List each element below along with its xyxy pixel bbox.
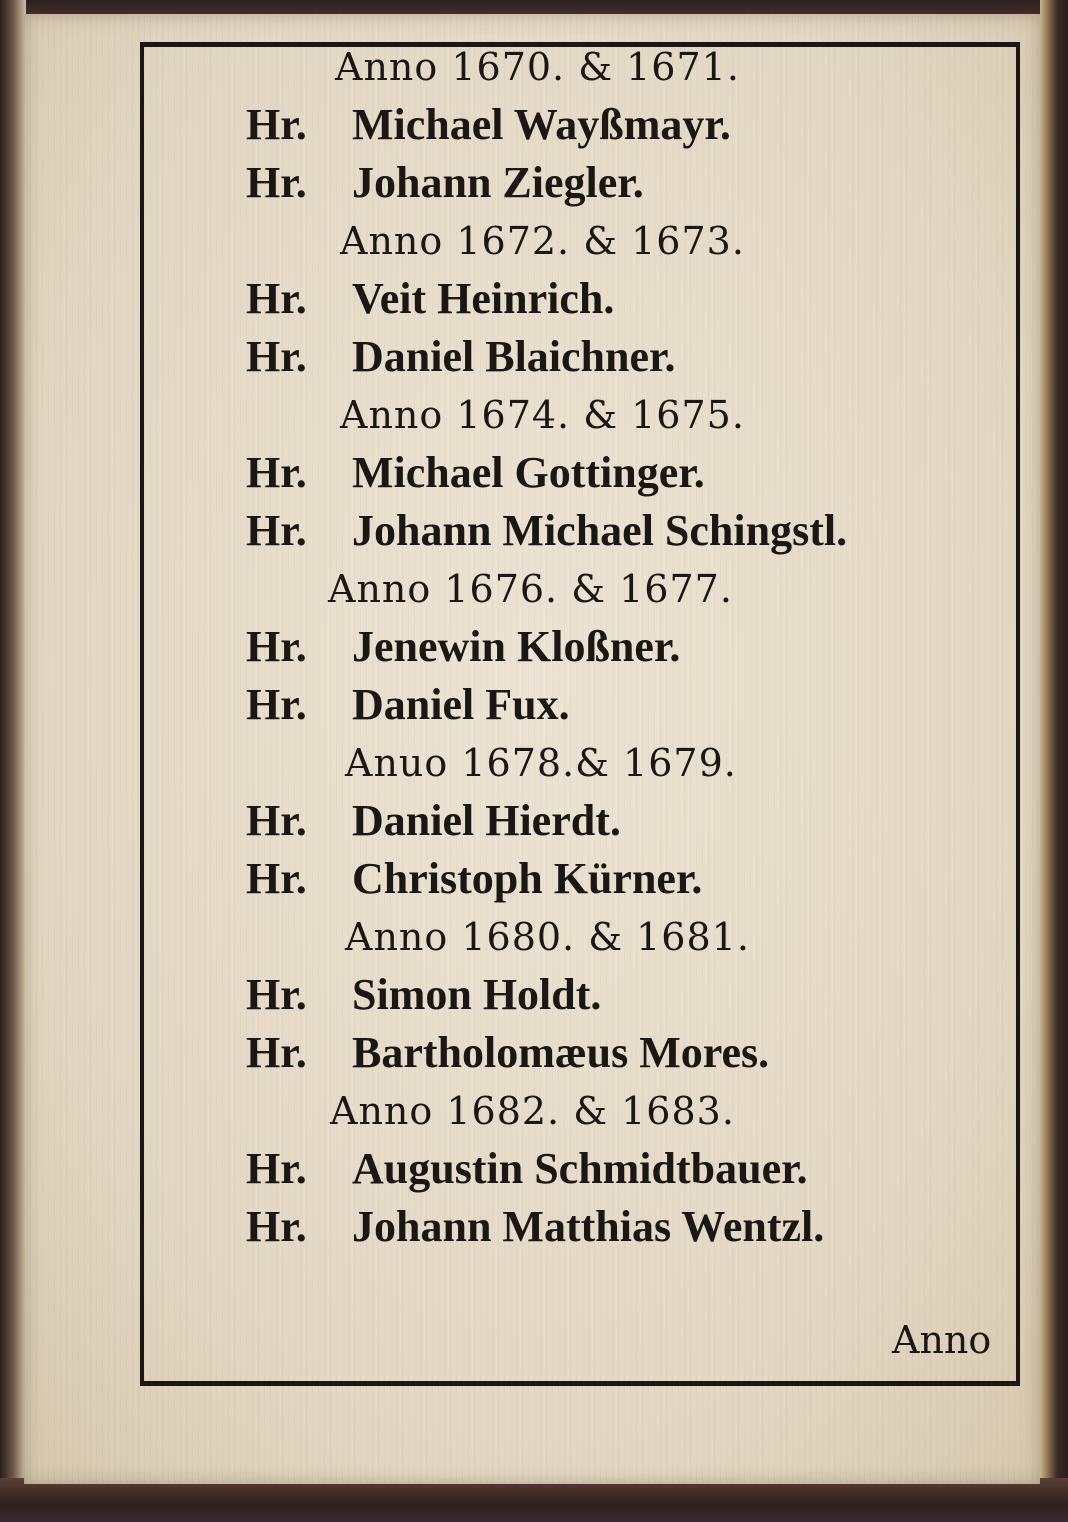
entry-title: Hr. [246,970,307,1019]
book-edge-left [0,0,26,1522]
register-entry [140,328,1000,386]
entry-name: Jenewin Kloßner. [352,622,681,671]
year-heading: Anuo 1678.& 1679. [345,741,737,785]
catchword: Anno [892,1318,992,1362]
year-heading: Anno 1674. & 1675. [340,393,745,437]
register-entry [140,1024,1000,1082]
year-section [140,212,1000,386]
entry-title: Hr. [246,448,307,497]
entry-title: Hr. [246,1028,307,1077]
register-entry [140,1140,1000,1198]
year-section [140,734,1000,908]
register-entry [140,96,1000,154]
year-section [140,386,1000,560]
register-entry [140,444,1000,502]
register-list [140,38,1000,1256]
entry-title: Hr. [246,680,307,729]
entry-title: Hr. [246,1202,307,1251]
entry-title: Hr. [246,158,307,207]
register-entry [140,618,1000,676]
year-heading: Anno 1676. & 1677. [328,567,733,611]
entry-name: Johann Ziegler. [352,158,644,207]
entry-name: Simon Holdt. [352,970,602,1019]
entry-title: Hr. [246,506,307,555]
year-section [140,1082,1000,1256]
register-entry [140,676,1000,734]
entry-name: Michael Wayßmayr. [352,100,731,149]
register-entry [140,154,1000,212]
entry-name: Bartholomæus Mores. [352,1028,770,1077]
register-entry [140,270,1000,328]
year-heading: Anno 1682. & 1683. [330,1089,735,1133]
year-section [140,908,1000,1082]
entry-name: Daniel Blaichner. [352,332,676,381]
year-heading: Anno 1670. & 1671. [335,45,740,89]
entry-name: Veit Heinrich. [352,274,615,323]
entry-name: Christoph Kürner. [352,854,703,903]
register-entry [140,1198,1000,1256]
register-entry [140,502,1000,560]
entry-title: Hr. [246,100,307,149]
entry-title: Hr. [246,1144,307,1193]
entry-name: Johann Matthias Wentzl. [352,1202,825,1251]
year-section [140,38,1000,212]
entry-name: Daniel Fux. [352,680,570,729]
entry-title: Hr. [246,622,307,671]
entry-name: Augustin Schmidtbauer. [352,1144,808,1193]
year-heading: Anno 1680. & 1681. [345,915,750,959]
entry-title: Hr. [246,854,307,903]
year-heading: Anno 1672. & 1673. [340,219,745,263]
entry-title: Hr. [246,274,307,323]
register-entry [140,966,1000,1024]
book-edge-bottom [0,1478,1068,1522]
entry-title: Hr. [246,332,307,381]
entry-name: Michael Gottinger. [352,448,705,497]
book-edge-right [1040,0,1068,1522]
entry-title: Hr. [246,796,307,845]
register-entry [140,850,1000,908]
year-section [140,560,1000,734]
register-entry [140,792,1000,850]
entry-name: Daniel Hierdt. [352,796,621,845]
entry-name: Johann Michael Schingstl. [352,506,848,555]
